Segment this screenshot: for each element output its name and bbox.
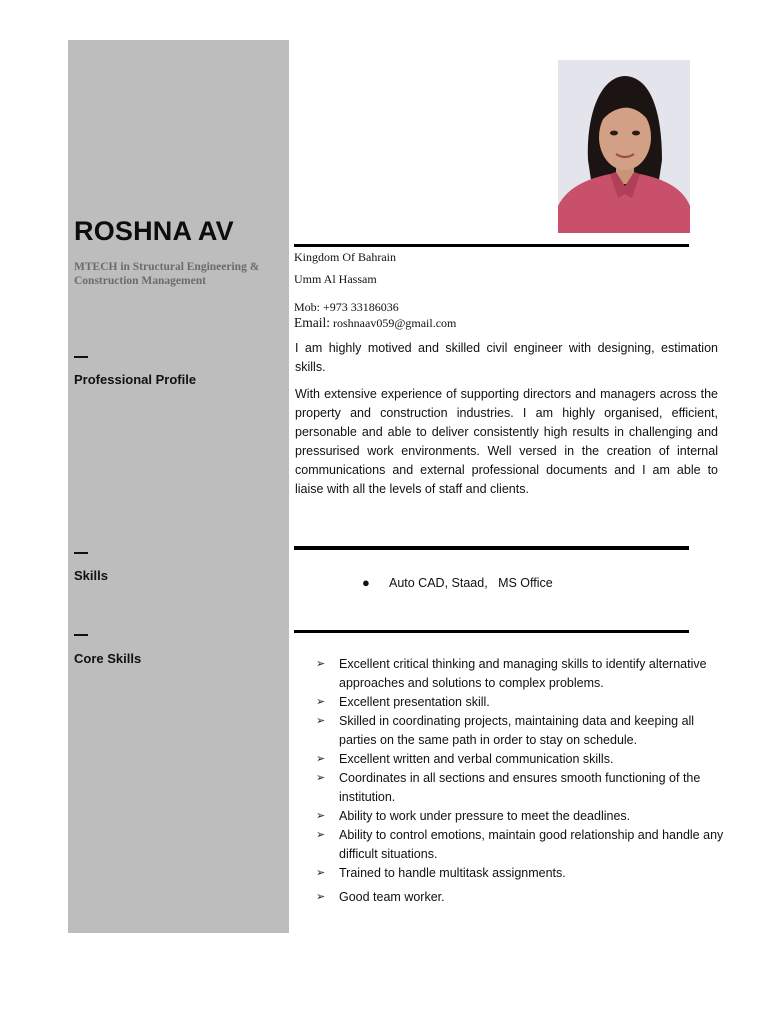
profile-photo bbox=[558, 60, 690, 233]
email-value: roshnaav059@gmail.com bbox=[333, 316, 457, 330]
skills-list-item bbox=[362, 575, 553, 590]
arrow-bullet-icon: ➢ bbox=[316, 891, 326, 903]
section-dash bbox=[74, 634, 88, 636]
list-item: ➢ Excellent presentation skill. bbox=[316, 693, 726, 712]
contact-area: Umm Al Hassam bbox=[294, 272, 377, 286]
contact-country: Kingdom Of Bahrain bbox=[294, 250, 396, 264]
arrow-bullet-icon: ➢ bbox=[316, 772, 326, 784]
section-dash bbox=[74, 552, 88, 554]
arrow-bullet-icon: ➢ bbox=[316, 829, 326, 841]
list-item: ➢ Trained to handle multitask assignments. bbox=[316, 864, 726, 883]
list-item: ➢ Ability to work under pressure to meet the deadlines. bbox=[316, 807, 726, 826]
sidebar-panel bbox=[68, 40, 289, 933]
arrow-bullet-icon: ➢ bbox=[316, 658, 326, 670]
arrow-bullet-icon: ➢ bbox=[316, 715, 326, 727]
contact-mobile: Mob: +973 33186036 bbox=[294, 300, 399, 314]
arrow-bullet-icon: ➢ bbox=[316, 696, 326, 708]
profile-paragraph-2: With extensive experience of supporting directors and managers across the property and construction industries. I am highly organised, efficient, personable and able to deliver consistently high results in challenging and pressurised work environments. Well versed in the creation of internal communications and external professional documents and I am able to liaise with all the levels of staff and clients. bbox=[295, 387, 718, 496]
list-item: ➢ Ability to control emotions, maintain good relationship and handle any difficult situations. bbox=[316, 828, 724, 861]
list-item: ➢ Skilled in coordinating projects, maintaining data and keeping all parties on the same path in order to stay on schedule. bbox=[316, 714, 695, 747]
skills-heading: Skills bbox=[74, 568, 108, 583]
list-item: ➢ Coordinates in all sections and ensures smooth functioning of the institution. bbox=[316, 771, 701, 804]
list-item: ➢ Excellent critical thinking and managing skills to identify alternative approaches and solutions to complex problems. bbox=[316, 657, 707, 690]
section-dash bbox=[74, 356, 88, 358]
list-item: ➢ Good team worker. bbox=[316, 888, 726, 907]
core-skills-list bbox=[316, 655, 726, 907]
degree-subtitle: MTECH in Structural Engineering & Construction Management bbox=[74, 261, 260, 287]
core-skills-heading: Core Skills bbox=[74, 651, 142, 666]
email-label: Email: bbox=[294, 315, 330, 330]
core-skills-divider bbox=[294, 630, 689, 633]
professional-profile-heading: Professional Profile bbox=[74, 372, 197, 387]
header-divider bbox=[294, 244, 689, 247]
list-item: ➢ Excellent written and verbal communication skills. bbox=[316, 750, 726, 769]
skills-text: Auto CAD, Staad, MS Office bbox=[389, 576, 553, 590]
arrow-bullet-icon: ➢ bbox=[316, 753, 326, 765]
bullet-dot-icon: ● bbox=[362, 575, 370, 590]
profile-paragraph-1: I am highly motived and skilled civil engineer with designing, estimation skills. bbox=[295, 341, 718, 374]
contact-email-row bbox=[294, 315, 456, 331]
candidate-name: ROSHNA AV bbox=[74, 216, 234, 246]
arrow-bullet-icon: ➢ bbox=[316, 810, 326, 822]
arrow-bullet-icon: ➢ bbox=[316, 867, 326, 879]
skills-divider bbox=[294, 546, 689, 550]
